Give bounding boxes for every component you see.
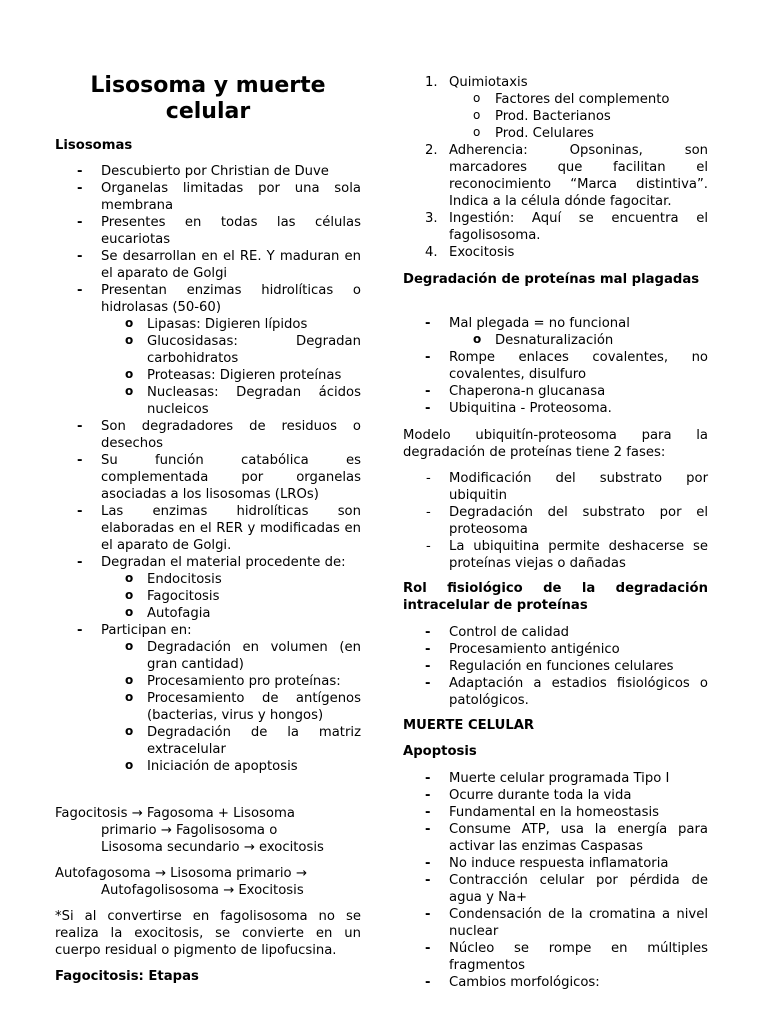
item-number: 3. [425,211,438,226]
list-item: - Núcleo se rompe en múltiples fragmentos [403,940,708,974]
item-text: Adherencia: Opsoninas, son marcadores que facilitan el reconocimiento “Marca distintiva”. Indica a la célula dónde fagocitar. [449,143,708,209]
sublist-item: o Nucleasas: Degradan ácidos nucleicos [55,384,361,418]
flow-line: Autofagolisosoma → Exocitosis [101,883,304,898]
list-item: - Rompe enlaces covalentes, no covalentes, disulfuro [403,349,708,383]
sublist-item: o Endocitosis [55,571,361,588]
list-item: - Ocurre durante toda la vida [403,787,708,804]
sublist-item: o Procesamiento pro proteínas: [55,673,361,690]
heading-muerte-celular: MUERTE CELULAR [403,718,535,733]
flow-line: Autofagosoma → Lisosoma primario → [55,866,307,881]
numbered-item [403,142,708,210]
sublist-item: o Factores del complemento [403,91,708,108]
list-item: - Participan en: [55,622,361,639]
list-item: - Adaptación a estadios fisiológicos o patológicos. [403,675,708,709]
etapas-list [403,74,708,91]
list-item: - Presentan enzimas hidrolíticas o hidrolasas (50-60) [55,282,361,316]
flow-line: Fagocitosis → Fagosoma + Lisosoma [55,806,295,821]
heading-fagocitosis-etapas: Fagocitosis: Etapas [55,969,199,984]
list-item: - Cambios morfológicos: [403,974,708,991]
item-text: Exocitosis [449,245,515,260]
item-number: 2. [425,143,438,158]
sublist-item: o Degradación de la matriz extracelular [55,724,361,758]
degradan-sublist [55,571,361,622]
item-text: Quimiotaxis [449,75,528,90]
participan-sublist [55,639,361,775]
list-item: - Fundamental en la homeostasis [403,804,708,821]
degradacion-list-2 [403,349,708,417]
list-item: - Modificación del substrato por ubiquitin [403,470,708,504]
item-number: 4. [425,245,438,260]
sublist-item: o Prod. Celulares [403,125,708,142]
lisosomas-list-2 [55,418,361,571]
lipofucsina-note: *Si al convertirse en fagolisosoma no se realiza la exocitosis, se convierte en un cuerpo residual o pigmento de lipofucsina. [55,909,361,958]
list-item: - Descubierto por Christian de Duve [55,163,361,180]
lisosomas-list [55,163,361,316]
list-item: - Las enzimas hidrolíticas son elaboradas en el RER y modificadas en el aparato de Golgi. [55,503,361,554]
list-item: - Su función catabólica es complementada por organelas asociadas a los lisosomas (LROs) [55,452,361,503]
heading-rol-fisiologico: Rol fisiológico de la degradación intracelular de proteínas [403,581,708,613]
list-item: - Presentes en todas las células eucariotas [55,214,361,248]
list-item: - Organelas limitadas por una sola membrana [55,180,361,214]
numbered-item [403,74,708,91]
sublist-item: o Degradación en volumen (en gran cantidad) [55,639,361,673]
modelo-paragraph: Modelo ubiquitín-proteosoma para la degradación de proteínas tiene 2 fases: [403,428,708,460]
etapas-block [403,74,708,261]
item-number: 1. [425,75,438,90]
degradacion-block [403,315,708,417]
lisosomas-block [55,163,361,775]
list-item: - Degradación del substrato por el proteosoma [403,504,708,538]
sublist-item: o Fagocitosis [55,588,361,605]
list-item: - Ubiquitina - Proteosoma. [403,400,708,417]
list-item: - Degradan el material procedente de: [55,554,361,571]
etapas-list-2 [403,142,708,261]
list-item: - Consume ATP, usa la energía para activar las enzimas Caspasas [403,821,708,855]
sublist-item: o Glucosidasas: Degradan carbohidratos [55,333,361,367]
heading-apoptosis: Apoptosis [403,744,477,759]
flow-line: Lisosoma secundario → exocitosis [101,840,324,855]
sublist-item: o Procesamiento de antígenos (bacterias, virus y hongos) [55,690,361,724]
sublist-item: o Proteasas: Digieren proteínas [55,367,361,384]
list-item: - Procesamiento antigénico [403,641,708,658]
quimiotaxis-sublist [403,91,708,142]
list-item: - Chaperona-n glucanasa [403,383,708,400]
sublist-item: o Autofagia [55,605,361,622]
list-item: - Contracción celular por pérdida de agua y Na+ [403,872,708,906]
rol-list [403,624,708,709]
heading-lisosomas: Lisosomas [55,138,133,153]
heading-degradacion: Degradación de proteínas mal plagadas [403,272,700,287]
apoptosis-block [403,770,708,991]
participan-list [55,622,361,639]
sublist-item: o Prod. Bacterianos [403,108,708,125]
document-title: Lisosoma y muerte celular [90,73,326,124]
fagocitosis-flow [55,805,361,856]
degradacion-list [403,315,708,332]
list-item: - La ubiquitina permite deshacerse se proteínas viejas o dañadas [403,538,708,572]
sublist-item: o Desnaturalización [403,332,708,349]
sublist-item: o Lipasas: Digieren lípidos [55,316,361,333]
list-item: - Control de calidad [403,624,708,641]
numbered-item [403,244,708,261]
list-item: - No induce respuesta inflamatoria [403,855,708,872]
sublist-item: o Iniciación de apoptosis [55,758,361,775]
list-item: - Mal plegada = no funcional [403,315,708,332]
degradacion-sublist [403,332,708,349]
hidrolasas-sublist [55,316,361,418]
numbered-item [403,210,708,244]
item-text: Ingestión: Aquí se encuentra el fagolisosoma. [449,211,708,243]
autofagia-flow [55,865,361,899]
modelo-list [403,470,708,572]
modelo-block [403,470,708,572]
apoptosis-list [403,770,708,991]
rol-block [403,624,708,709]
list-item: - Condensación de la cromatina a nivel nuclear [403,906,708,940]
list-item: - Se desarrollan en el RE. Y maduran en el aparato de Golgi [55,248,361,282]
flow-line: primario → Fagolisosoma o [101,823,278,838]
list-item: - Regulación en funciones celulares [403,658,708,675]
list-item: - Muerte celular programada Tipo I [403,770,708,787]
list-item: - Son degradadores de residuos o desechos [55,418,361,452]
